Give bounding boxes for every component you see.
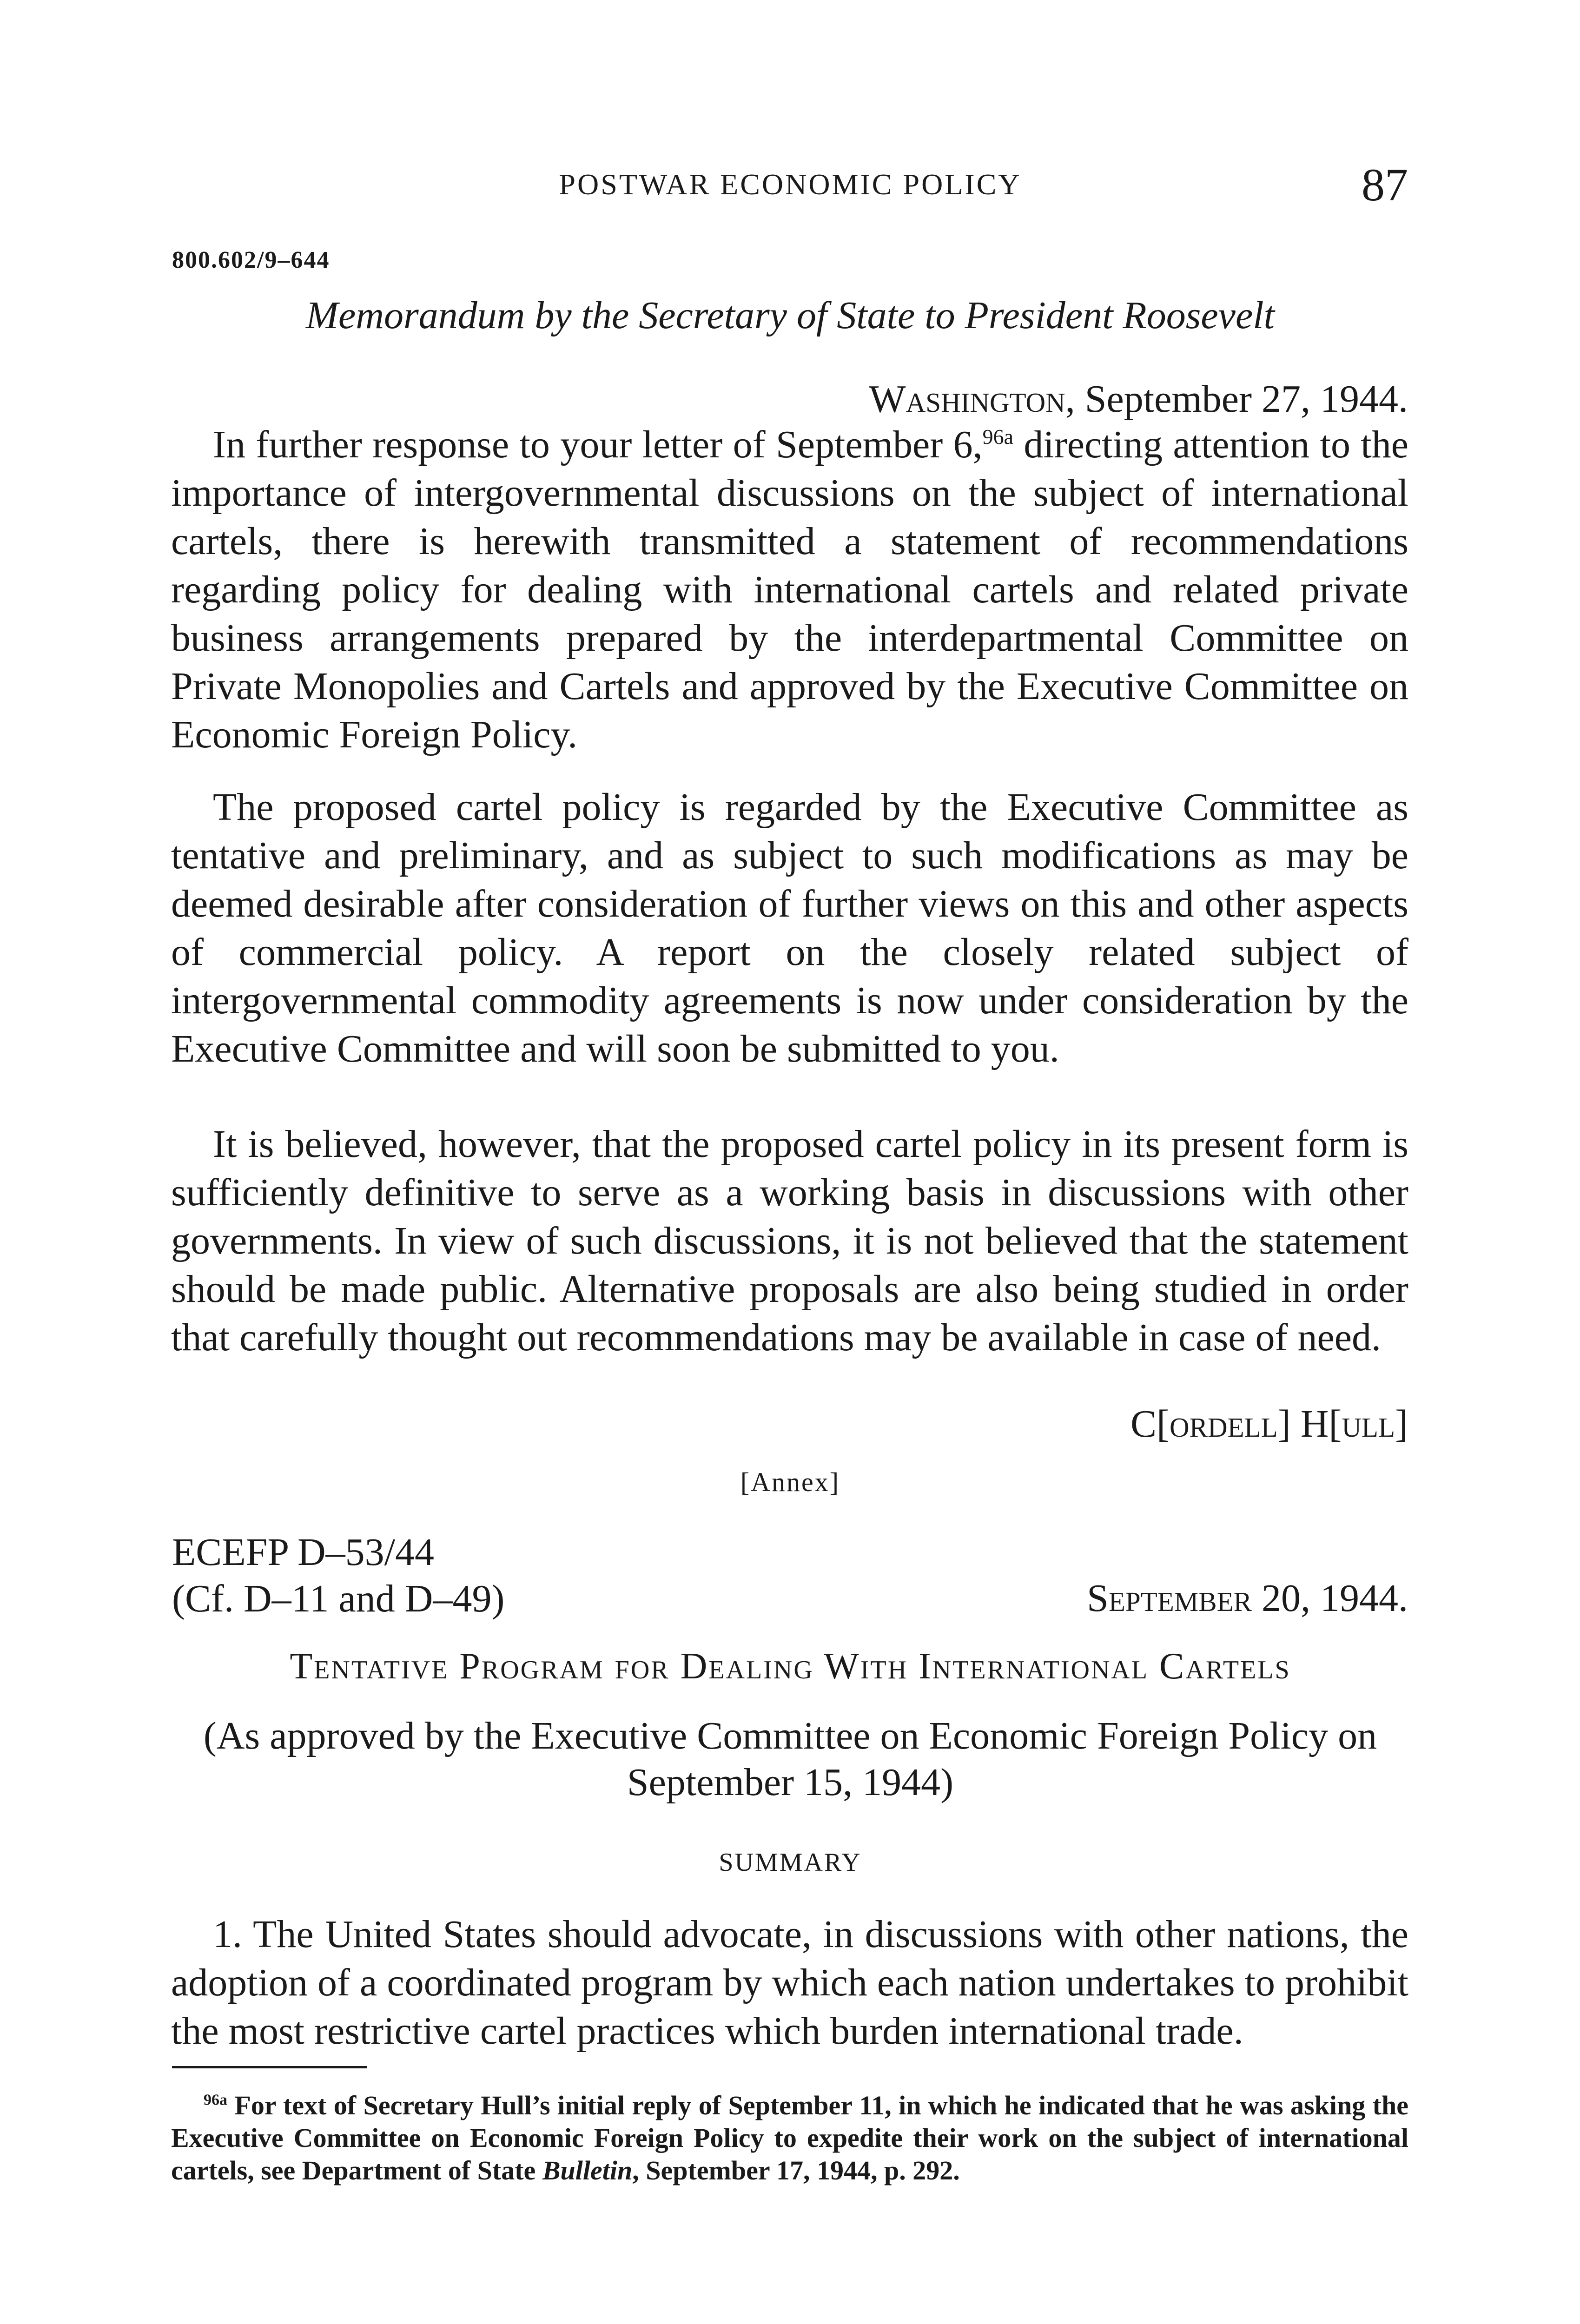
footnote-marker: 96a bbox=[204, 2091, 227, 2109]
dateline-date: , September 27, 1944. bbox=[1065, 377, 1408, 421]
memo-paragraph-1 bbox=[171, 421, 1408, 759]
annex-date: September 20, 1944. bbox=[1087, 1577, 1408, 1620]
annex-label: [Annex] bbox=[740, 1467, 840, 1497]
paragraph-text: The proposed cartel policy is regarded by the Executive Committee as tentative and preliminary, and as subject to such modifications as may be deemed desirable after consideration of further views on this and other aspects of commercial policy. A report on the closely related subject of intergovernmental commodity agreements is now under consideration by the Executive Committee and will soon be submitted to you. bbox=[171, 786, 1408, 1070]
annex-document-code: ECEFP D–53/44 (Cf. D–11 and D–49) bbox=[172, 1531, 505, 1620]
signature: C[ordell] H[ull] bbox=[1130, 1402, 1408, 1446]
approval-note: (As approved by the Executive Committee on Economic Foreign Policy on September 15, 1944) bbox=[203, 1714, 1377, 1804]
page-number: 87 bbox=[1362, 159, 1408, 211]
footnote: $^{96a}$ For text of Secretary Hull’s initial reply of September 11, in which he indicated that he was asking the Executive Committee on Economic Foreign Policy to expedite their work on the subject of international cartels, see Department of State Bulletin, September 17, 1944, p. 292. bbox=[171, 2090, 1408, 2185]
program-title: Tentative Program for Dealing With International Cartels bbox=[290, 1646, 1291, 1687]
summary-item-text: 1. The United States should advocate, in discussions with other nations, the adoption of a coordinated program by which each nation undertakes to prohibit the most restrictive cartel practices which burden international trade. bbox=[171, 1913, 1408, 2053]
summary-heading: SUMMARY bbox=[719, 1848, 862, 1877]
memo-paragraph-2 bbox=[171, 783, 1408, 1073]
summary-item-1 bbox=[171, 1910, 1408, 2055]
memo-paragraph-3 bbox=[171, 1120, 1408, 1362]
paragraph-text: It is believed, however, that the proposed cartel policy in its present form is sufficiently definitive to serve as a working basis in discussions with other governments. In view of such discussions, it is not believed that the statement should be made public. Alternative proposals are also being studied in order that carefully thought out recommendations may be available in case of need. bbox=[171, 1122, 1408, 1359]
dateline-place: Washington bbox=[869, 377, 1065, 421]
file-number: 800.602/9–644 bbox=[172, 247, 330, 273]
footnote-divider bbox=[172, 2066, 367, 2068]
dateline bbox=[869, 376, 1408, 422]
memo-title: Memorandum by the Secretary of State to President Roosevelt bbox=[306, 294, 1275, 337]
publication-title: Bulletin bbox=[542, 2155, 633, 2185]
paragraph-text: In further response to your letter of September 6, bbox=[213, 423, 983, 466]
running-head: POSTWAR ECONOMIC POLICY bbox=[559, 168, 1022, 201]
footnote-reference: 96a bbox=[982, 425, 1014, 449]
paragraph-text: directing attention to the importance of intergovernmental discussions on the subject of international cartels, there is herewith transmitted a statement of recommendations regarding policy for dealing with international cartels and related private business arrangements prepared by the interdepartmental Committee on Private Monopolies and Cartels and approved by the Executive Committee on Economic Foreign Policy. bbox=[171, 423, 1408, 756]
